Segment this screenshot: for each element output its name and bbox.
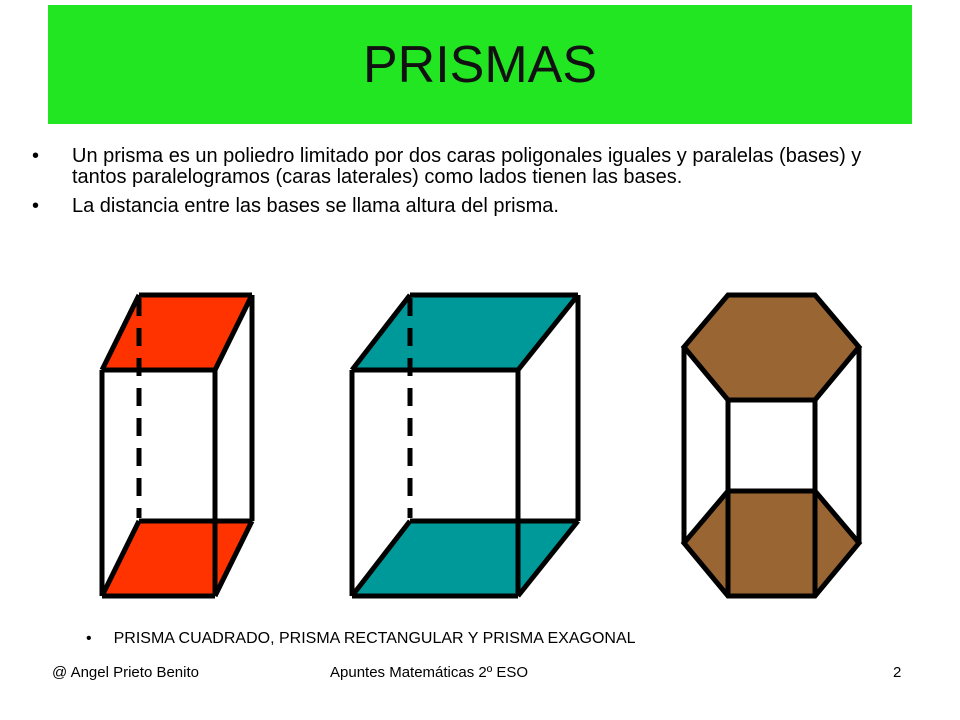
bullet-dot: • <box>32 145 40 167</box>
footer-course: Apuntes Matemáticas 2º ESO <box>330 664 529 681</box>
footer-page-number: 2 <box>893 664 902 681</box>
square-prism <box>102 295 252 596</box>
page-title: PRISMAS <box>362 35 598 94</box>
bullet-text: Un prisma es un poliedro limitado por dos caras poligonales iguales y paralelas (bases) y tantos paralelogramos (caras laterales) como lados tienen las bases. <box>72 145 862 188</box>
square-prism-top-face <box>102 295 252 370</box>
bullet-text: La distancia entre las bases se llama altura del prisma. <box>72 195 559 217</box>
figure-caption <box>86 630 636 648</box>
footer-author: @ Angel Prieto Benito <box>52 664 199 681</box>
rect-prism-bottom-face <box>352 521 578 596</box>
hex-prism-bottom-face <box>684 491 859 596</box>
hexagonal-prism <box>684 295 859 596</box>
hex-prism-top-face <box>684 295 859 400</box>
bullet-dot: • <box>86 630 92 647</box>
square-prism-bottom-face <box>102 521 252 596</box>
rect-prism-top-face <box>352 295 578 370</box>
bullet-dot: • <box>32 195 40 217</box>
rectangular-prism <box>352 295 578 596</box>
caption-text: PRISMA CUADRADO, PRISMA RECTANGULAR Y PRISMA EXAGONAL <box>113 630 636 647</box>
